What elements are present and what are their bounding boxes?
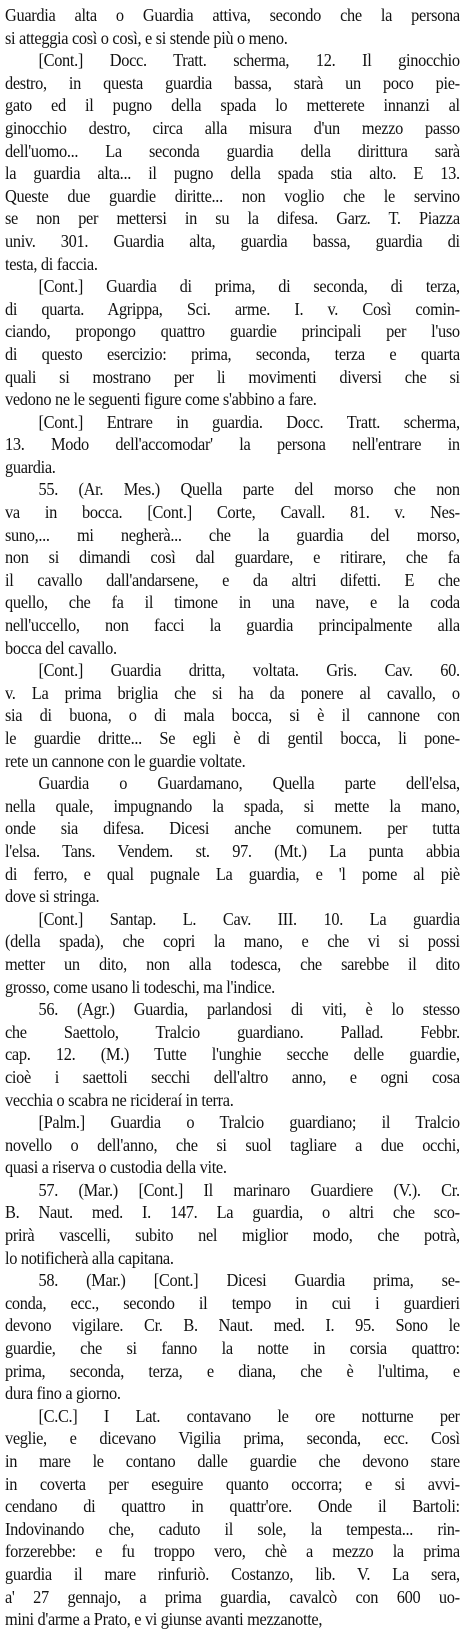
text-line: conda, ecc., secondo il tempo in cui i guardieri — [5, 1292, 460, 1313]
text-line: [Cont.] Docc. Tratt. scherma, 12. Il ginocchio — [38, 50, 460, 71]
text-line: [Cont.] Entrare in guardia. Docc. Tratt. scherma, — [38, 411, 460, 432]
text-line: forzerebbe: e fu troppo vero, chè a mezzo la prima — [5, 1541, 460, 1562]
text-line: testa, di faccia. — [5, 253, 98, 274]
text-line: non si dimandi così dal guardare, e ritirare, che fa — [5, 547, 460, 568]
text-line: di quarta. Agrippa, Sci. arme. I. v. Così comin- — [5, 298, 460, 319]
text-line: ginocchio destro, circa alla misura d'un mezzo passo — [5, 117, 460, 138]
text-line: bocca del cavallo. — [5, 637, 117, 658]
text-line: il cavallo dall'andarsene, e da altri difetti. E che — [5, 569, 460, 590]
text-line: nell'uccello, non facci la guardia principalmente alla — [5, 615, 460, 636]
text-line: Queste due guardie diritte... non voglio che le servino — [5, 185, 460, 206]
text-line: in coverta per eseguire quanto occorra; e si avvi- — [5, 1473, 460, 1494]
text-line: prirà vascelli, subito nel miglior modo, che potrà, — [5, 1225, 460, 1246]
text-line: mini d'arme a Prato, e vi giunse avanti mezzanotte, — [5, 1609, 323, 1630]
text-line: Indovinando che, caduto il sole, la tempesta... rin- — [5, 1518, 460, 1539]
text-line: cioè i saettoli secchi dell'altro anno, e ogni cosa — [5, 1066, 460, 1087]
text-line: guardie, che si fanno la notte in corsia quattro: — [5, 1338, 460, 1359]
text-line: quasi a riserva o custodia della vite. — [5, 1157, 227, 1178]
text-line: novello o dell'anno, che si suol tagliare a due occhi, — [5, 1134, 460, 1155]
text-line: a' 27 gennajo, a prima guardia, cavalcò con 600 uo- — [5, 1586, 460, 1607]
text-line: veglie, e dicevano Vigilia prima, seconda, ecc. Così — [5, 1428, 460, 1449]
text-line: 55. (Ar. Mes.) Quella parte del morso che non — [38, 479, 460, 500]
text-line: 13. Modo dell'accomodar' la persona nell'entrare in — [5, 434, 460, 455]
text-line: B. Naut. med. I. 147. La guardia, o altri che sco- — [5, 1202, 460, 1223]
text-line: vecchia o scabra ne ricideraí in terra. — [5, 1089, 234, 1110]
text-line: cendano di quattro in quattr'ore. Onde il Bartoli: — [5, 1496, 460, 1517]
text-line: che Saettolo, Tralcio guardiano. Pallad. Febbr. — [5, 1021, 460, 1042]
text-line: quello, che fa il timone in una nave, e la coda — [5, 592, 460, 613]
text-line: [Cont.] Guardia di prima, di seconda, di terza, — [38, 276, 460, 297]
text-line: suno,... mi negherà... che la guardia del morso, — [5, 524, 460, 545]
text-line: onde sia difesa. Dicesi anche comunem. per tutta — [5, 818, 460, 839]
text-line: le guardie dritte... Se egli è di gentil bocca, li pone- — [5, 728, 460, 748]
text-line: [Cont.] Santap. L. Cav. III. 10. La guardia — [38, 908, 460, 929]
text-line: la guardia alta... il pugno della spada stia alto. E 13. — [5, 163, 460, 184]
text-line: in mare le contano dalle guardie che devono stare — [5, 1451, 460, 1471]
text-line: guardia il mare rinfuriò. Costanzo, lib. V. La sera, — [5, 1563, 460, 1584]
text-line: Guardia o Guardamano, Quella parte dell'elsa, — [38, 773, 460, 794]
text-line: vedono ne le seguenti figure come s'abbino a fare. — [5, 389, 317, 410]
text-line: dove si stringa. — [5, 886, 100, 907]
text-line: quali si mostrano per li movimenti diversi che si — [5, 366, 460, 387]
text-line: dell'uomo... La seconda guardia della dirittura sarà — [5, 140, 460, 161]
text-line: nella quale, impugnando la spada, si mette la mano, — [5, 795, 460, 816]
text-line: cap. 12. (M.) Tutte l'unghie secche delle guardie, — [5, 1044, 460, 1065]
text-line: v. La prima briglia che si ha da ponere al cavallo, o — [5, 682, 460, 703]
text-line: se non per mettersi in su la difesa. Garz. T. Piazza — [5, 208, 460, 229]
text-line: gato ed il pugno della spada lo metterete innanzi al — [5, 95, 460, 116]
text-line: [Cont.] Guardia dritta, voltata. Gris. Cav. 60. — [38, 660, 460, 681]
text-line: (della spada), che copri la mano, e che vi si possi — [5, 931, 460, 952]
text-line: 56. (Agr.) Guardia, parlandosi di viti, è lo stesso — [38, 999, 460, 1020]
text-line: ciando, propongo quattro guardie principali per l'uso — [5, 321, 460, 342]
text-line: 57. (Mar.) [Cont.] Il marinaro Guardiere (V.). Cr. — [38, 1179, 460, 1200]
text-line: di questo esercizio: prima, seconda, terza e quarta — [5, 343, 460, 364]
text-line: l'elsa. Tans. Vendem. st. 97. (Mt.) La punta abbia — [5, 840, 460, 861]
text-line: [Palm.] Guardia o Tralcio guardiano; il Tralcio — [38, 1112, 460, 1133]
text-line: rete un cannone con le guardie voltate. — [5, 750, 246, 771]
text-line: prima, seconda, terza, e diana, che è l'ultima, e — [5, 1360, 460, 1381]
text-line: 58. (Mar.) [Cont.] Dicesi Guardia prima, se- — [38, 1270, 460, 1291]
text-line: grosso, come usano li todeschi, ma l'indice. — [5, 976, 275, 997]
text-line: devono vigilare. Cr. B. Naut. med. I. 95. Sono le — [5, 1315, 460, 1336]
text-line: dura fino a giorno. — [5, 1383, 121, 1404]
text-line: univ. 301. Guardia alta, guardia bassa, guardia di — [5, 230, 460, 251]
text-line: [C.C.] I Lat. contavano le ore notturne per — [38, 1405, 460, 1426]
text-line: va in bocca. [Cont.] Corte, Cavall. 81. v. Nes- — [5, 502, 460, 523]
text-line: di ferro, e qual pugnale La guardia, e 'l pome al piè — [5, 863, 460, 884]
text-line: destro, in questa guardia bassa, starà un poco pie- — [5, 72, 460, 93]
text-line: metter un dito, non alla todesca, che sarebbe il dito — [5, 953, 460, 974]
text-line: guardia. — [5, 456, 56, 477]
text-line: Guardia alta o Guardia attiva, secondo che la persona — [5, 5, 460, 25]
text-line: si atteggia così o così, e si stende più o meno. — [5, 27, 288, 48]
text-line: lo notificherà alla capitana. — [5, 1247, 174, 1268]
text-line: sia di buona, o di mala bocca, si è il cannone con — [5, 705, 460, 726]
